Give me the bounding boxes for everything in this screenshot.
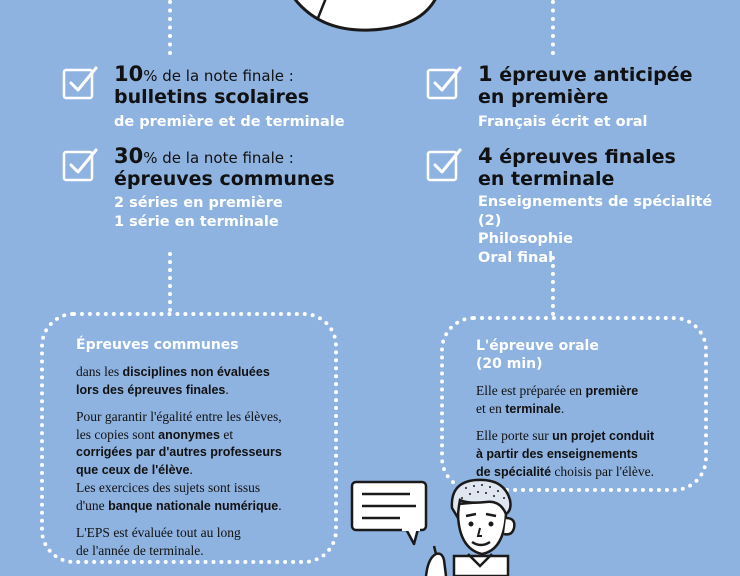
- epreuve-orale-p2: Elle porte sur un projet conduit à partir des enseignements de spécialité choisis par l'élève.: [476, 428, 655, 479]
- checkbox-checked-icon: [426, 64, 464, 100]
- connector-left-bottom: [168, 252, 172, 312]
- checkbox-checked-icon: [62, 146, 100, 182]
- checkbox-checked-icon: [62, 64, 100, 100]
- epreuve-orale-content: [476, 337, 701, 480]
- right-item-2: [478, 144, 733, 268]
- pie-chart-fragment-icon: [290, 0, 440, 36]
- epreuves-communes-p2: Pour garantir l'égalité entre les élèves, les copies sont anonymes et corrigées par d'autres professeurs que ceux de l'élève. Les exercices des sujets sont issus d'une banque nationale numérique.: [76, 408, 282, 513]
- left-item-2-headline: 30% de la note finale : épreuves communes: [114, 144, 335, 190]
- left-item-1: [114, 62, 354, 132]
- epreuves-communes-p3: L'EPS est évaluée tout au long de l'année de terminale.: [76, 524, 241, 558]
- right-item-2-detail-2: Philosophie: [478, 231, 573, 248]
- epreuves-communes-p1: dans les disciplines non évaluées lors des épreuves finales.: [76, 364, 270, 397]
- right-item-2-detail-1: Enseignements de spécialité (2): [478, 193, 713, 229]
- right-item-1: [478, 62, 733, 132]
- right-item-1-headline: 1 épreuve anticipée en première: [478, 62, 693, 108]
- epreuve-orale-title: L'épreuve orale (20 min): [476, 338, 599, 373]
- epreuves-communes-content: [76, 336, 326, 559]
- connector-right-top: [551, 0, 555, 55]
- left-item-2-detail-1: 2 séries en première: [114, 194, 283, 211]
- student-character-icon: [424, 474, 524, 576]
- right-item-1-detail: Français écrit et oral: [478, 113, 648, 130]
- checkbox-checked-icon: [426, 146, 464, 182]
- right-item-2-headline: 4 épreuves finales en terminale: [478, 144, 676, 190]
- left-item-1-detail: de première et de terminale: [114, 113, 345, 130]
- left-item-2: [114, 144, 354, 231]
- epreuve-orale-p1: Elle est préparée en première et en terminale.: [476, 383, 639, 417]
- right-item-2-detail-3: Oral final: [478, 250, 554, 267]
- connector-left-top: [168, 0, 172, 55]
- left-item-2-detail-2: 1 série en terminale: [114, 213, 279, 230]
- left-item-1-headline: 10% de la note finale : bulletins scolaires: [114, 62, 310, 108]
- epreuves-communes-title: Épreuves communes: [76, 337, 239, 353]
